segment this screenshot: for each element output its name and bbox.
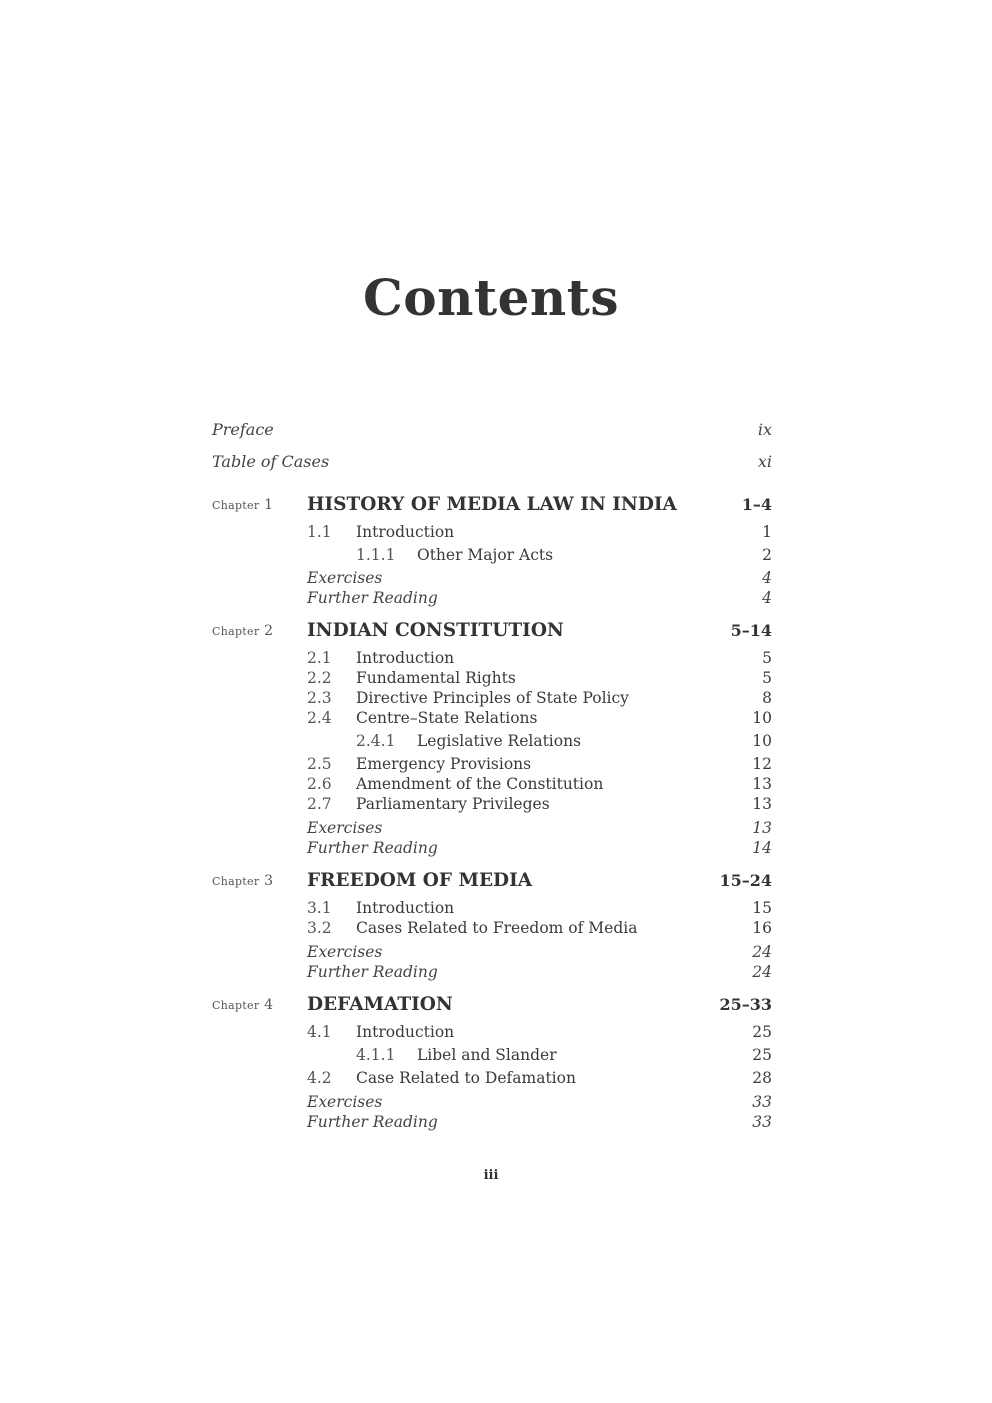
section-page: 16 <box>752 919 772 937</box>
chapter-number: 3 <box>264 873 274 889</box>
section-title: Parliamentary Privileges <box>356 795 550 813</box>
toc-exercises[interactable] <box>212 942 772 962</box>
toc-section[interactable] <box>212 898 772 918</box>
section-title: Amendment of the Constitution <box>356 775 604 793</box>
toc-section[interactable] <box>212 708 772 728</box>
section-title: Legislative Relations <box>417 732 582 750</box>
section-number: 2.4 <box>307 709 332 727</box>
section-title: Libel and Slander <box>417 1046 557 1064</box>
toc-section[interactable] <box>212 918 772 938</box>
toc-exercises[interactable] <box>212 818 772 838</box>
page-title: Contents <box>362 268 619 327</box>
toc-exercises[interactable] <box>212 1092 772 1112</box>
chapter-pages: 5–14 <box>730 621 772 640</box>
toc-further-reading[interactable] <box>212 838 772 858</box>
entry-title: Further Reading <box>307 589 438 607</box>
toc-subsection[interactable] <box>212 1042 772 1068</box>
toc-section[interactable] <box>212 1022 772 1042</box>
entry-page: 33 <box>752 1113 772 1131</box>
toc-further-reading[interactable] <box>212 962 772 982</box>
chapter-title: HISTORY OF MEDIA LAW IN INDIA <box>307 494 677 515</box>
chapter-number: 4 <box>264 997 274 1013</box>
section-number: 3.1 <box>307 899 332 917</box>
entry-page: ix <box>757 420 772 439</box>
section-number: 1.1 <box>307 523 332 541</box>
toc-section[interactable] <box>212 688 772 708</box>
section-title: Introduction <box>356 523 455 541</box>
chapter-list <box>212 488 772 1132</box>
entry-title: Further Reading <box>307 1113 438 1131</box>
chapter-word: Chapter <box>212 875 260 888</box>
section-title: Emergency Provisions <box>356 755 532 773</box>
entry-page: 24 <box>752 963 772 981</box>
entry-title: Exercises <box>307 943 383 961</box>
toc-further-reading[interactable] <box>212 1112 772 1132</box>
section-page: 1 <box>762 523 772 541</box>
section-title: Fundamental Rights <box>356 669 516 687</box>
toc-section[interactable] <box>212 774 772 794</box>
section-page: 2 <box>762 546 772 564</box>
section-number: 3.2 <box>307 919 332 937</box>
chapter-pages: 25–33 <box>719 995 772 1014</box>
section-number: 2.7 <box>307 795 332 813</box>
toc-entry-preface[interactable] <box>212 418 772 450</box>
chapter-label <box>212 488 273 523</box>
entry-title: Exercises <box>307 1093 383 1111</box>
chapter-pages: 1–4 <box>741 495 772 514</box>
toc-section[interactable] <box>212 794 772 814</box>
entry-page: 13 <box>752 819 772 837</box>
entry-title: Further Reading <box>307 963 438 981</box>
entry-title: Table of Cases <box>212 452 330 471</box>
toc-entry-table-of-cases[interactable] <box>212 450 772 482</box>
section-number: 1.1.1 <box>356 546 396 564</box>
section-title: Introduction <box>356 649 455 667</box>
entry-page: 4 <box>762 569 772 587</box>
section-page: 15 <box>752 899 772 917</box>
section-number: 2.6 <box>307 775 332 793</box>
entry-page: xi <box>757 452 772 471</box>
chapter-label <box>212 988 273 1023</box>
chapter-title: INDIAN CONSTITUTION <box>307 620 564 641</box>
entry-title: Exercises <box>307 819 383 837</box>
chapter-word: Chapter <box>212 625 260 638</box>
section-page: 25 <box>752 1023 772 1041</box>
section-title: Centre–State Relations <box>356 709 538 727</box>
section-page: 5 <box>762 669 772 687</box>
section-number: 2.3 <box>307 689 332 707</box>
entry-title: Preface <box>212 420 274 439</box>
section-page: 10 <box>752 732 772 750</box>
toc-section[interactable] <box>212 668 772 688</box>
chapter-word: Chapter <box>212 499 260 512</box>
section-number: 2.1 <box>307 649 332 667</box>
table-of-contents <box>212 418 772 1132</box>
entry-page: 14 <box>752 839 772 857</box>
toc-subsection[interactable] <box>212 728 772 754</box>
section-number: 4.1 <box>307 1023 332 1041</box>
section-number: 2.4.1 <box>356 732 396 750</box>
entry-page: 4 <box>762 589 772 607</box>
section-page: 28 <box>752 1069 772 1087</box>
entry-title: Exercises <box>307 569 383 587</box>
section-number: 4.2 <box>307 1069 332 1087</box>
toc-section[interactable] <box>212 754 772 774</box>
chapter-heading[interactable] <box>212 988 772 1022</box>
entry-title: Further Reading <box>307 839 438 857</box>
entry-page: 33 <box>752 1093 772 1111</box>
section-page: 10 <box>752 709 772 727</box>
section-number: 2.2 <box>307 669 332 687</box>
section-title: Cases Related to Freedom of Media <box>356 919 638 937</box>
section-number: 2.5 <box>307 755 332 773</box>
section-page: 13 <box>752 795 772 813</box>
section-page: 13 <box>752 775 772 793</box>
chapter-word: Chapter <box>212 999 260 1012</box>
chapter-pages: 15–24 <box>719 871 772 890</box>
toc-further-reading[interactable] <box>212 588 772 608</box>
chapter-title: DEFAMATION <box>307 994 453 1015</box>
page-number: iii <box>483 1168 499 1183</box>
entry-page: 24 <box>752 943 772 961</box>
section-page: 5 <box>762 649 772 667</box>
section-title: Case Related to Defamation <box>356 1069 576 1087</box>
toc-subsection[interactable] <box>212 542 772 568</box>
section-page: 25 <box>752 1046 772 1064</box>
section-number: 4.1.1 <box>356 1046 396 1064</box>
toc-section[interactable] <box>212 522 772 542</box>
toc-section[interactable] <box>212 648 772 668</box>
chapter-heading[interactable] <box>212 488 772 522</box>
chapter-heading[interactable] <box>212 614 772 648</box>
section-title: Introduction <box>356 899 455 917</box>
section-title: Directive Principles of State Policy <box>356 689 629 707</box>
chapter-number: 1 <box>264 497 274 513</box>
chapter-title: FREEDOM OF MEDIA <box>307 870 533 891</box>
section-page: 8 <box>762 689 772 707</box>
section-title: Introduction <box>356 1023 455 1041</box>
toc-section[interactable] <box>212 1068 772 1088</box>
chapter-label <box>212 864 273 899</box>
toc-exercises[interactable] <box>212 568 772 588</box>
chapter-label <box>212 614 273 649</box>
chapter-number: 2 <box>264 623 274 639</box>
chapter-heading[interactable] <box>212 864 772 898</box>
section-title: Other Major Acts <box>417 546 554 564</box>
section-page: 12 <box>752 755 772 773</box>
